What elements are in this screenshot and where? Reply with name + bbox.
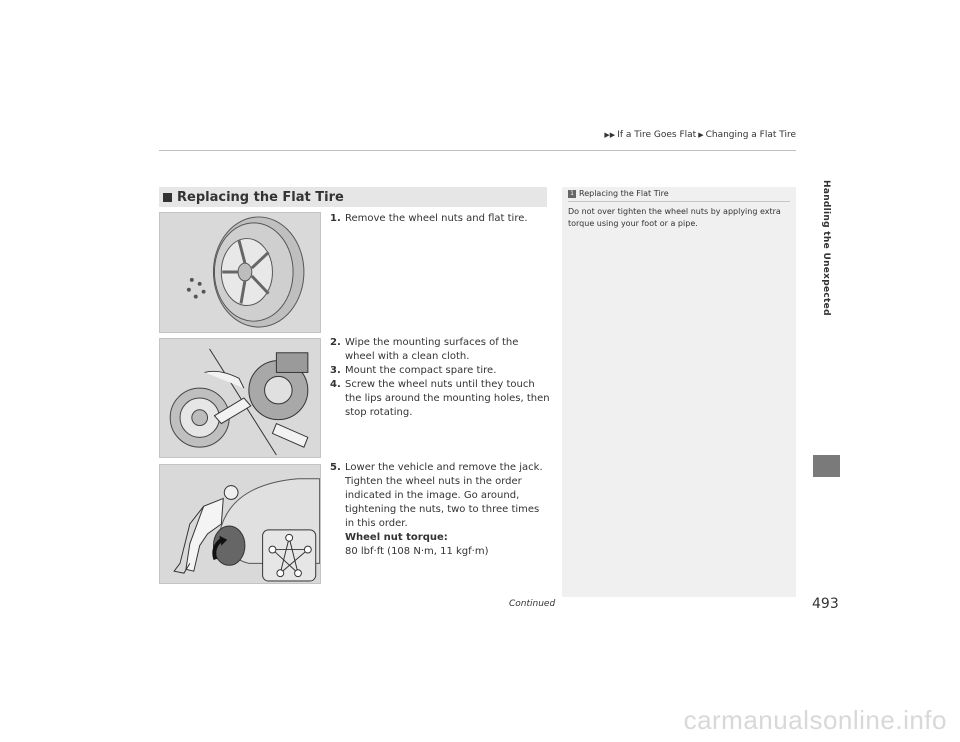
step-number: 5. bbox=[330, 462, 341, 473]
breadcrumb-arrow-icon: ▶ bbox=[698, 131, 704, 139]
step-item bbox=[330, 461, 550, 559]
torque-label: Wheel nut torque: bbox=[345, 532, 448, 543]
step-text: Mount the compact spare tire. bbox=[345, 365, 497, 376]
wipe-mounting-surface-illustration bbox=[159, 338, 321, 458]
step-group-1 bbox=[330, 212, 550, 226]
breadcrumb-arrow-icon: ▶▶ bbox=[604, 131, 616, 139]
breadcrumb bbox=[604, 130, 796, 140]
cloth-wipe-icon bbox=[160, 339, 320, 457]
header-divider bbox=[159, 150, 796, 151]
section-header bbox=[159, 187, 547, 207]
continued-label: Continued bbox=[509, 599, 556, 609]
side-tab-marker bbox=[813, 455, 840, 477]
step-item bbox=[330, 336, 550, 364]
step-group-2 bbox=[330, 336, 550, 420]
side-tab[interactable] bbox=[812, 180, 840, 450]
breadcrumb-current: Changing a Flat Tire bbox=[705, 130, 796, 140]
section-title: Replacing the Flat Tire bbox=[177, 189, 344, 205]
step-number: 1. bbox=[330, 213, 341, 224]
note-body: Do not over tighten the wheel nuts by applying extra torque using your foot or a pipe. bbox=[568, 207, 781, 228]
step-group-3 bbox=[330, 461, 550, 559]
step-number: 2. bbox=[330, 337, 341, 348]
side-note bbox=[562, 187, 796, 597]
step-item bbox=[330, 364, 550, 378]
step-text: Remove the wheel nuts and flat tire. bbox=[345, 213, 528, 224]
tire-icon bbox=[160, 213, 320, 332]
step-number: 3. bbox=[330, 365, 341, 376]
step-text: Screw the wheel nuts until they touch the lips around the mounting holes, then stop rotating. bbox=[345, 379, 550, 418]
step-number: 4. bbox=[330, 379, 341, 390]
step-item bbox=[330, 212, 550, 226]
breadcrumb-parent[interactable]: If a Tire Goes Flat bbox=[617, 130, 697, 140]
note-title: Replacing the Flat Tire bbox=[579, 189, 669, 198]
watermark: carmanualsonline.info bbox=[683, 705, 947, 735]
step-body: Lower the vehicle and remove the jack. Tighten the wheel nuts in the order indicated in the image. Go around, tightening the nuts, two to three times in this order. bbox=[345, 462, 543, 529]
step-item bbox=[330, 378, 550, 420]
tighten-nuts-illustration bbox=[159, 464, 321, 584]
torque-value: 80 lbf·ft (108 N·m, 11 kgf·m) bbox=[345, 546, 489, 557]
step-text: Wipe the mounting surfaces of the wheel with a clean cloth. bbox=[345, 337, 519, 362]
note-header bbox=[568, 189, 790, 202]
wrench-star-pattern-icon bbox=[160, 465, 320, 583]
side-tab-label: Handling the Unexpected bbox=[821, 180, 831, 316]
page-number: 493 bbox=[812, 596, 839, 612]
square-bullet-icon bbox=[163, 193, 172, 202]
step-text bbox=[345, 461, 550, 559]
wheel-removal-illustration bbox=[159, 212, 321, 333]
note-number-icon: 1 bbox=[568, 190, 576, 198]
